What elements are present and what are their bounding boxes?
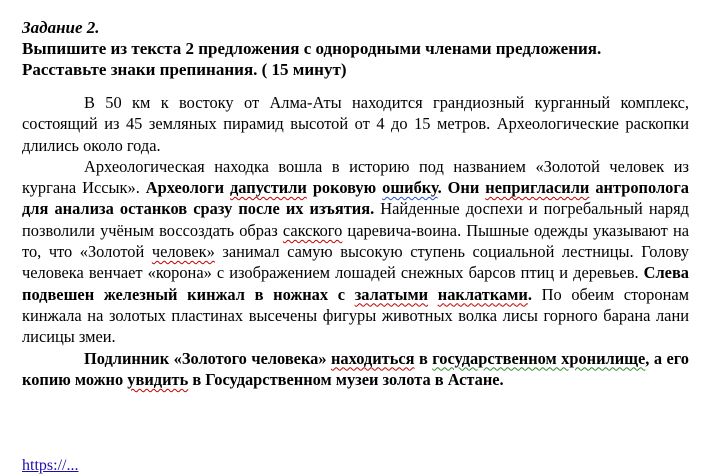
sentence-original-a: Подлинник «Золотого человека» — [84, 348, 331, 368]
underlined-word: ошибку — [382, 178, 438, 198]
misspelled-word: дапустили — [230, 178, 307, 198]
task-title: Задание 2. — [22, 18, 100, 37]
space — [428, 285, 438, 304]
misspelled-word: увидить — [127, 369, 189, 389]
sentence-finding: Археологическая находка вошла в историю под названием «Золотой человек из кургана Иссык». — [22, 156, 689, 198]
misspelled-word: залатыми — [354, 284, 429, 304]
sentence-dagger-end: . — [527, 284, 532, 304]
paragraph-1: В 50 км к востоку от Алма-Аты находится грандиозный курганный комплекс, состоящий из 45 земляных пирамид высотой от 4 до 15 метров. Археологические раскопки длились около года. — [22, 93, 689, 155]
sentence-anthropologist: антрополога для анализа останков сразу после их изъятия. — [22, 178, 689, 219]
paragraph-3 — [22, 348, 689, 391]
misspelled-word: находиться — [330, 348, 415, 368]
misspelled-word: непригласили — [485, 178, 590, 198]
source-link[interactable]: https://... — [22, 457, 79, 474]
sentence-armor-end: царевича-воина. Пышные одежды указывают на то, что «Золотой — [22, 220, 689, 262]
sentence-crown: занимал самую высокую ступень социальной лестницы. Голову человека венчает «корона» с изображением лошадей снежных барсов птиц и деревьев. — [22, 242, 689, 283]
paragraph-2 — [22, 156, 689, 348]
sentence-dagger-a: Слева подвешен железный кинжал в ножнах с — [22, 263, 689, 304]
sentence-archaeologists-c: роковую — [306, 178, 383, 198]
sentence-figures: По обеим сторонам кинжала на золотых пластинах высечены фигуры животных волка лисы горного барана лани лисицы змеи. — [22, 284, 689, 347]
sentence-archaeologists-a: Археологи — [145, 178, 231, 198]
sentence-armor: Найденные доспехи и погребальный наряд позволили учёным воссоздать образ — [22, 199, 690, 240]
misspelled-word: наклатками — [437, 284, 528, 304]
misspelled-phrase: государственном хронилище — [432, 348, 646, 368]
misspelled-word: сакского — [282, 220, 343, 240]
sentence-original-c: в — [414, 348, 433, 368]
task-instruction: Выпишите из текста 2 предложения с однородными членами предложения. Расставьте знаки препинания. ( 15 минут) — [22, 39, 602, 79]
misspelled-word: человек» — [151, 242, 215, 262]
sentence-original-e: , а его копию можно — [22, 348, 689, 389]
sentence-archaeologists-e: . Они — [437, 178, 486, 198]
sentence-original-g: в Государственном музеи золота в Астане. — [188, 369, 504, 389]
